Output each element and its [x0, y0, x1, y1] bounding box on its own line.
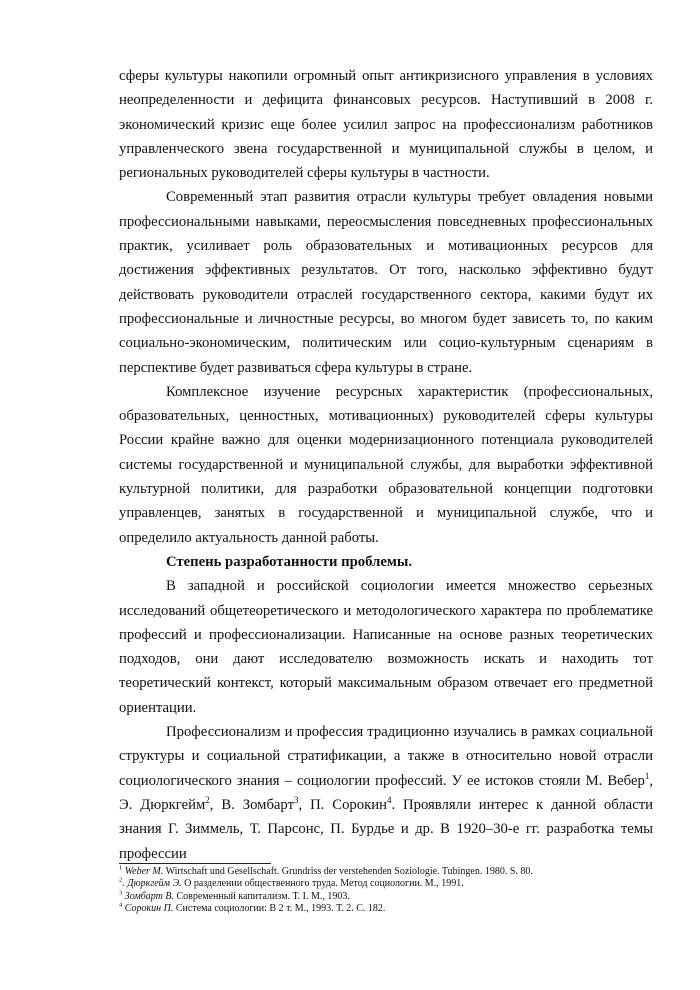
- footnote-author: Сорокин П.: [124, 903, 174, 915]
- footnote-text: О разделении общественного труда. Метод социологии. М., 1991.: [181, 878, 464, 890]
- paragraph-continuation: сферы культуры накопили огромный опыт антикризисного управления в условиях неопределенности и дефицита финансовых ресурсов. Наступивший в 2008 г. экономический кризис еще более усилил запрос на профессионализм работников управленческого звена государственной и муниципальной службы в целом, и региональных руководителей сферы культуры в частности.: [119, 68, 653, 182]
- footnote-ref[interactable]: 1: [644, 770, 650, 781]
- footnote-divider: [119, 863, 271, 864]
- paragraph-text: , Э. Дюркгейм: [119, 772, 653, 813]
- footnote-number: 4: [119, 901, 123, 909]
- footnote: [119, 866, 653, 878]
- footnote: [119, 878, 653, 890]
- section-heading: Степень разработанности проблемы.: [166, 553, 412, 570]
- footnote-author: Weber M.: [124, 866, 164, 877]
- footnote-author: Зомбарт В.: [124, 890, 174, 902]
- paragraph-text: Профессионализм и профессия традиционно изучались в рамках социальной структуры и социальной стратификации, а также в относительно новой отрасли социологического знания – социологии профессий. У ее истоков стояли М. Вебер: [119, 724, 653, 789]
- paragraph-text: , П. Сорокин: [298, 796, 387, 813]
- footnote-text: Современный капитализм. Т. I. М., 1903.: [173, 890, 350, 902]
- paragraph-text: . Проявляли интерес к данной области знания Г. Зиммель, Т. Парсонс, П. Бурдье и др. В 1920–30-е гг. разработка темы профессии: [119, 796, 654, 862]
- footnote-ref[interactable]: 2: [205, 795, 210, 806]
- main-text: [119, 64, 653, 866]
- footnote-text: Система социологии: В 2 т. М., 1993. Т. 2. С. 182.: [173, 903, 386, 915]
- paragraph: Современный этап развития отрасли культуры требует овладения новыми профессиональными навыками, переосмысления повседневных профессиональных практик, усиливает роль образовательных и мотивационных ресурсов для достижения эффективных результатов. От того, насколько эффективно будут действовать руководители отраслей государственного сектора, какими будут их профессиональные и личностные ресурсы, во многом будет зависеть то, по каким социально-экономическим, политическим или социо-культурным сценариям в перспективе будет развиваться сфера культуры в стране.: [119, 189, 653, 376]
- paragraph: Комплексное изучение ресурсных характеристик (профессиональных, образовательных, ценностных, мотивационных) руководителей сферы культуры России крайне важно для оценки модернизационного потенциала руководителей системы государственной и муниципальной службы, для выработки эффективной культурной политики, для разработки образовательной концепции подготовки управленцев, занятых в государственной и муниципальной службе, что и определило актуальность данной работы.: [119, 383, 653, 546]
- footnotes: [119, 866, 653, 916]
- footnote-ref[interactable]: 4: [386, 795, 392, 806]
- paragraph-text: , В. Зомбарт: [209, 796, 294, 813]
- footnote-number: 2: [119, 877, 123, 885]
- footnote-number: 3: [119, 889, 123, 897]
- footnote-author: . Дюркгейм Э.: [122, 878, 182, 890]
- footnote: [119, 903, 653, 915]
- footnote-ref[interactable]: 3: [294, 795, 299, 806]
- paragraph-with-references: [119, 720, 653, 866]
- footnote: [119, 891, 653, 903]
- footnote-number: 1: [119, 864, 123, 872]
- footnote-text: Wirtschaft und Gesellschaft. Grundriss der verstehenden Soziologie. Tubingen. 1980. S. 80.: [163, 866, 533, 877]
- paragraph: В западной и российской социологии имеется множество серьезных исследований общетеоретического и методологического характера по проблематике профессий и профессионализации. Написанные на основе разных теоретических подходов, они дают исследователю возможность искать и находить тот теоретический контекст, который максимальным образом отвечает его предметной ориентации.: [119, 578, 653, 716]
